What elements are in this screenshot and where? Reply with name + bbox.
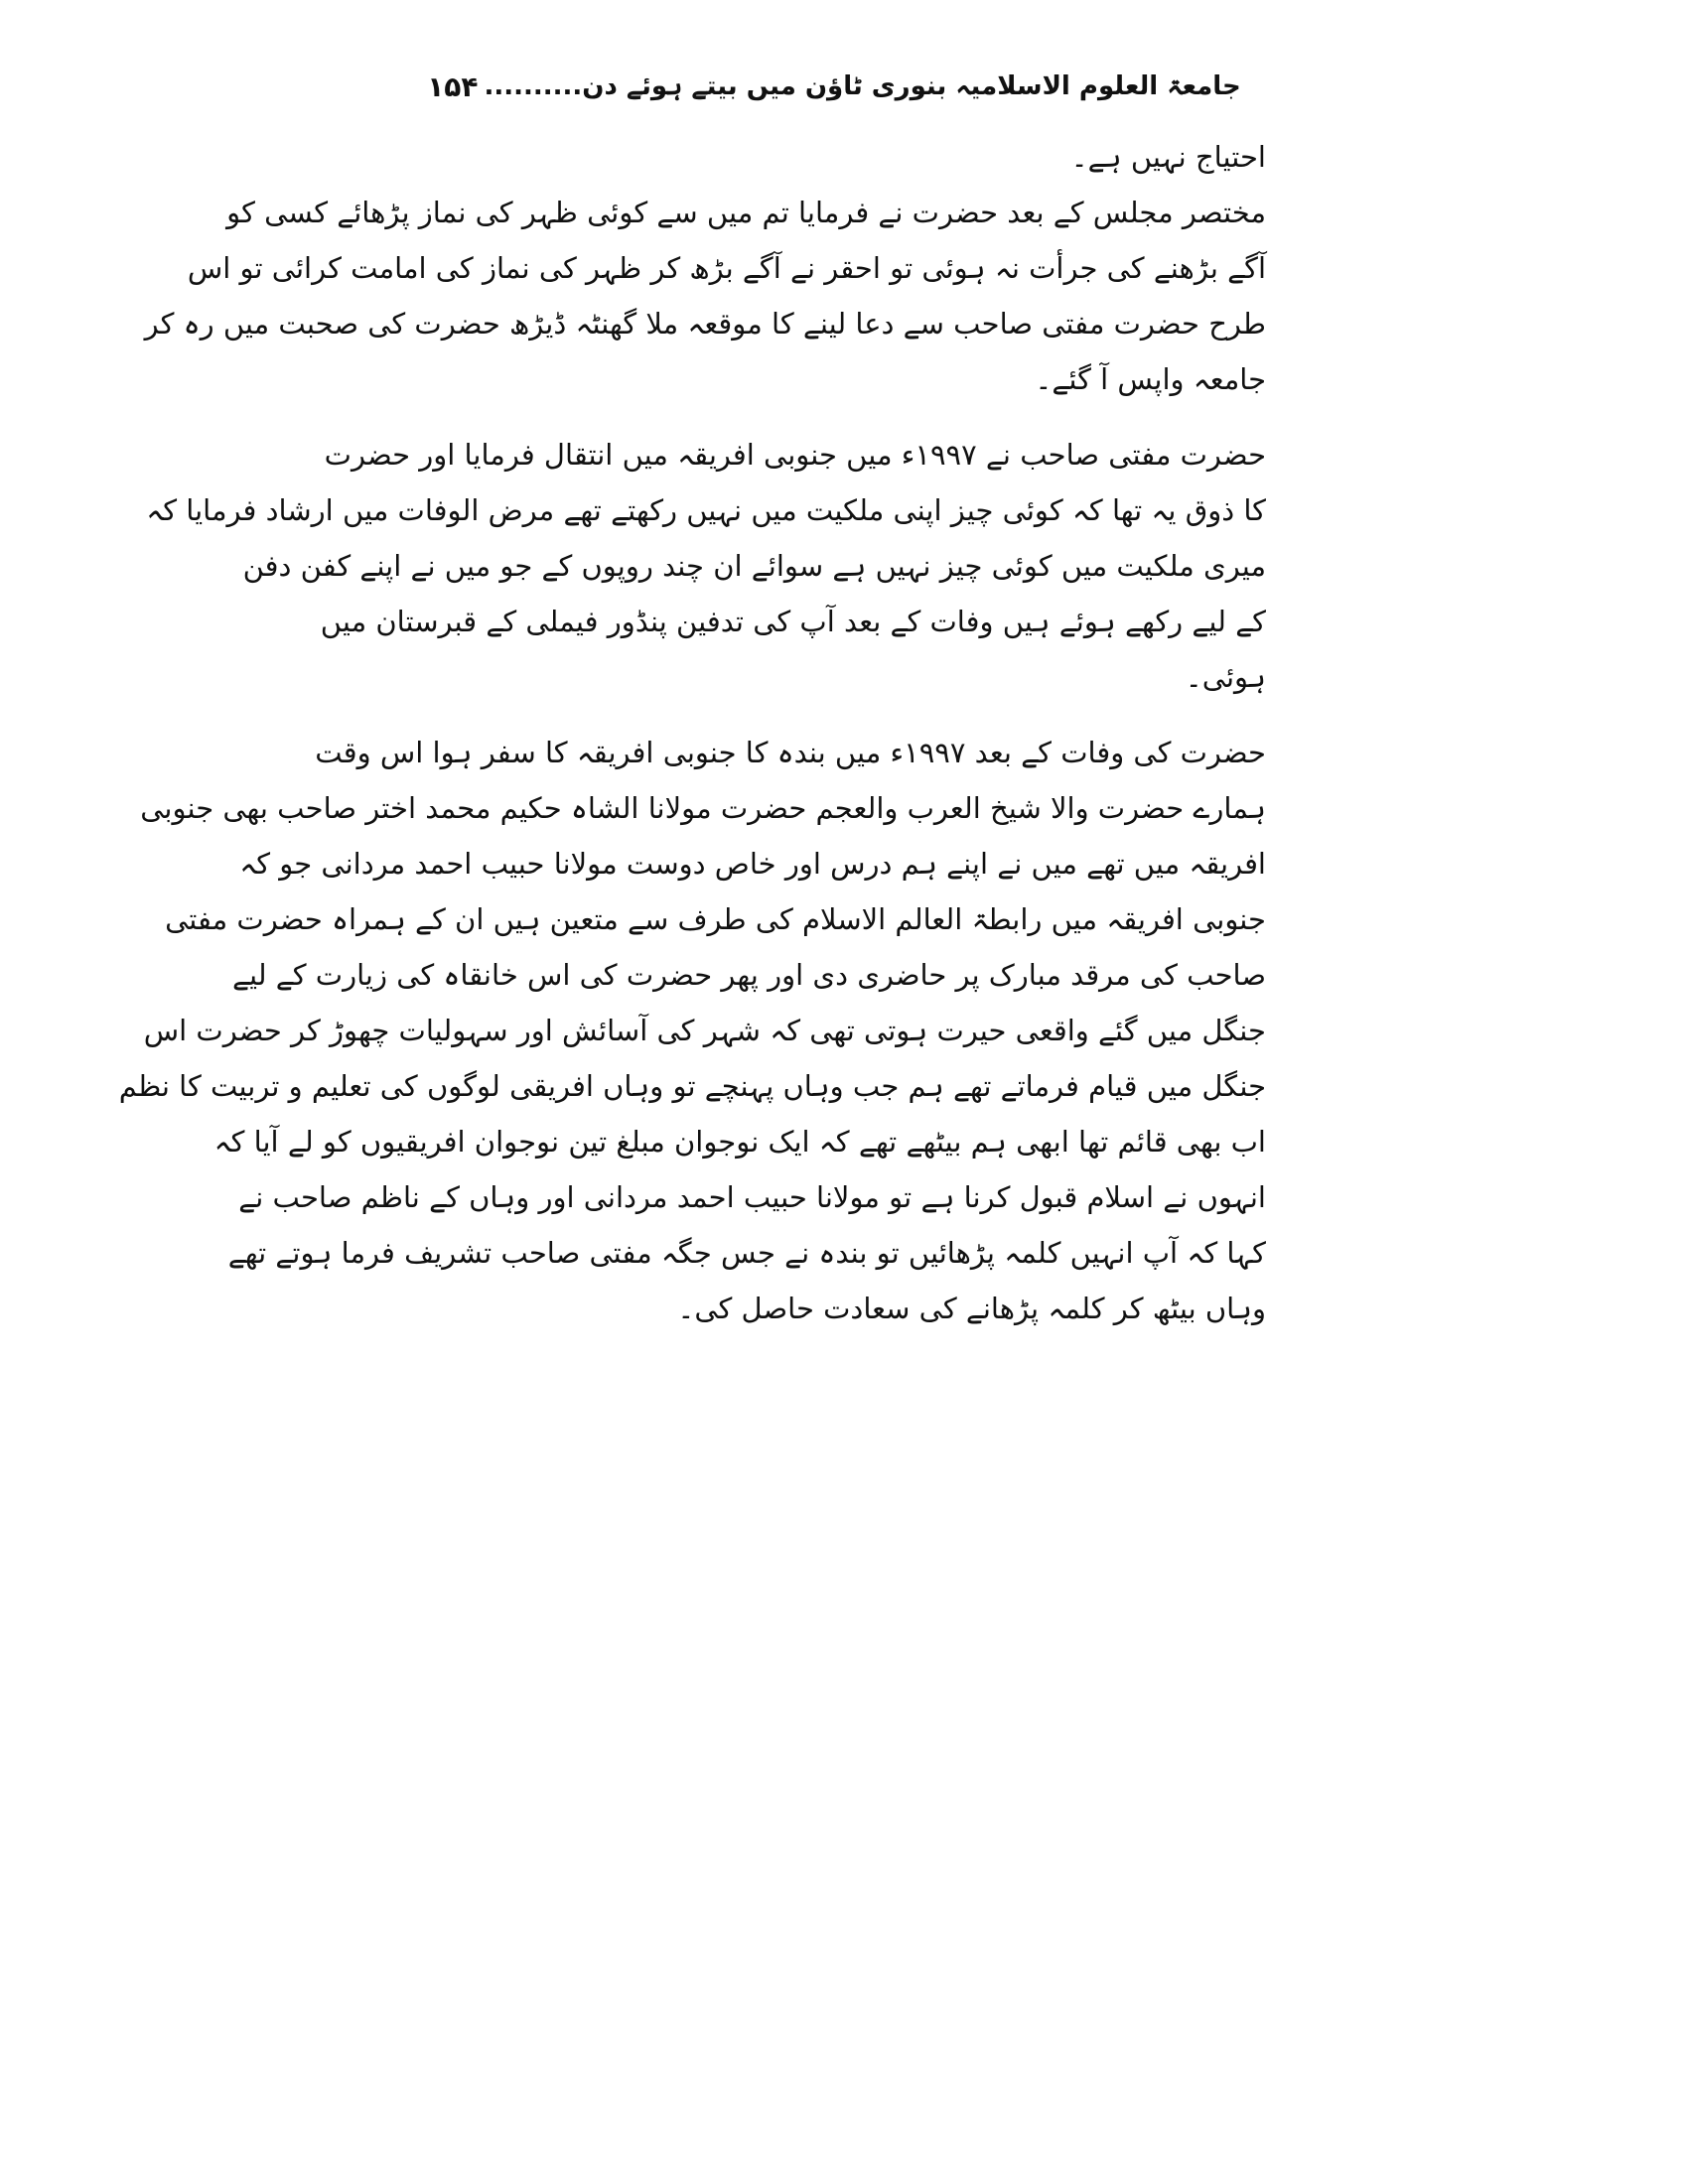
paragraph xyxy=(118,725,1266,1336)
text-line: جنگل میں قیام فرماتے تھے ہم جب وہاں پہنچے تو وہاں افریقی لوگوں کی تعلیم و تربیت کا نظم xyxy=(118,1069,1266,1103)
page-number: ۱۵۴ xyxy=(427,69,479,103)
text-line: جنگل میں گئے واقعی حیرت ہوتی تھی کہ شہر کی آسائش اور سہولیات چھوڑ کر حضرت اس xyxy=(143,1014,1266,1047)
text-line: صاحب کی مرقد مبارک پر حاضری دی اور پھر حضرت کی اس خانقاہ کی زیارت کے لیے xyxy=(231,958,1266,992)
text-line: میری ملکیت میں کوئی چیز نہیں ہے سوائے ان چند روپوں کے جو میں نے اپنے کفن دفن xyxy=(242,549,1266,583)
text-line: مختصر مجلس کے بعد حضرت نے فرمایا تم میں سے کوئی ظہر کی نماز پڑھائے کسی کو xyxy=(226,196,1266,229)
text-line: آگے بڑھنے کی جرأت نہ ہوئی تو احقر نے آگے بڑھ کر ظہر کی نماز کی امامت کرائی تو اس xyxy=(187,251,1266,285)
text-line: حضرت کی وفات کے بعد ۱۹۹۷ء میں بندہ کا جنوبی افریقہ کا سفر ہوا اس وقت xyxy=(315,736,1266,769)
text-line: حضرت مفتی صاحب نے ۱۹۹۷ء میں جنوبی افریقہ میں انتقال فرمایا اور حضرت xyxy=(324,438,1266,472)
text-line: ہوئی۔ xyxy=(1185,660,1266,694)
paragraph xyxy=(427,129,1266,185)
text-line: ہمارے حضرت والا شیخ العرب والعجم حضرت مولانا الشاہ حکیم محمد اختر صاحب بھی جنوبی xyxy=(140,791,1266,825)
text-line: احتیاج نہیں ہے۔ xyxy=(1070,140,1266,174)
header-title: جامعۃ العلوم الاسلامیہ بنوری ٹاؤن میں بیتے ہوئے دن.......... xyxy=(484,71,1241,101)
text-line: اب بھی قائم تھا ابھی ہم بیٹھے تھے کہ ایک نوجوان مبلغ تین نوجوان افریقیوں کو لے آیا کہ xyxy=(213,1125,1266,1159)
paragraph xyxy=(146,427,1266,705)
text-line: وہاں بیٹھ کر کلمہ پڑھانے کی سعادت حاصل کی۔ xyxy=(677,1292,1266,1325)
text-line: کہا کہ آپ انہیں کلمہ پڑھائیں تو بندہ نے جس جگہ مفتی صاحب تشریف فرما ہوتے تھے xyxy=(227,1236,1266,1270)
body-text xyxy=(118,129,1266,1336)
text-line: انہوں نے اسلام قبول کرنا ہے تو مولانا حبیب احمد مردانی اور وہاں کے ناظم صاحب نے xyxy=(238,1180,1266,1214)
text-line: جنوبی افریقہ میں رابطۃ العالم الاسلام کی طرف سے متعین ہیں ان کے ہمراہ حضرت مفتی xyxy=(165,902,1266,936)
text-line: افریقہ میں تھے میں نے اپنے ہم درس اور خاص دوست مولانا حبیب احمد مردانی جو کہ xyxy=(239,847,1266,881)
text-line: کے لیے رکھے ہوئے ہیں وفات کے بعد آپ کی تدفین پنڈور فیملی کے قبرستان میں xyxy=(320,605,1266,638)
text-line: طرح حضرت مفتی صاحب سے دعا لینے کا موقعہ ملا گھنٹہ ڈیڑھ حضرت کی صحبت میں رہ کر xyxy=(144,307,1266,341)
text-line: کا ذوق یہ تھا کہ کوئی چیز اپنی ملکیت میں نہیں رکھتے تھے مرض الوفات میں ارشاد فرمایا کہ xyxy=(146,493,1266,527)
text-line: جامعہ واپس آ گئے۔ xyxy=(1035,362,1266,396)
paragraph xyxy=(144,185,1266,407)
running-header xyxy=(427,62,1241,111)
